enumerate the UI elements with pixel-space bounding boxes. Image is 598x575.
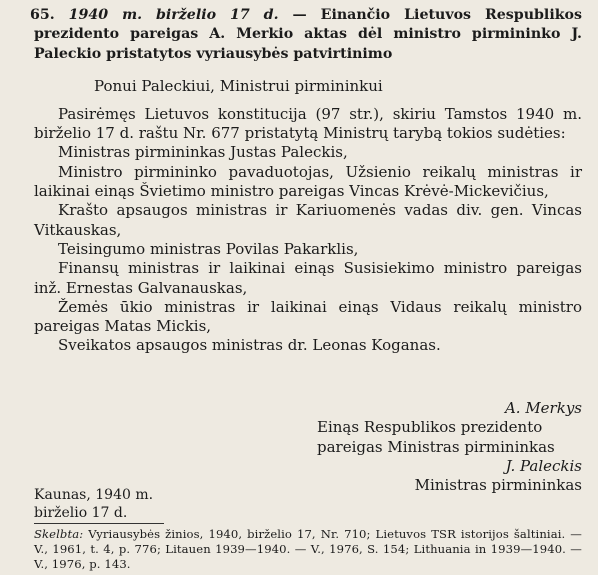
- place-and-date: [34, 487, 153, 522]
- source-note: [34, 527, 582, 573]
- document-date: 1940 m. birželio 17 d.: [68, 7, 279, 23]
- minister-entry: Ministras pirmininkas Justas Paleckis,: [58, 143, 348, 162]
- signatory-name: A. Merkys: [504, 399, 582, 417]
- place-city: Kaunas, 1940 m.: [34, 487, 154, 503]
- source-text: Vyriausybės žinios, 1940, birželio 17, Nr. 710; Lietuvos TSR istorijos šaltiniai. — V., 1961, t. 4, p. 776; Litauen 1939—1940. — V., 1976, S. 154; Lithuania in 1939—1940. — V., 1976, p. 143.: [34, 527, 582, 572]
- document-number: 65.: [30, 7, 55, 23]
- countersignatory-name: J. Paleckis: [505, 456, 582, 475]
- minister-entry: Teisingumo ministras Povilas Pakarklis,: [58, 239, 359, 258]
- minister-entry: Ministro pirmininko pavaduotojas, Užsienio reikalų ministras ir laikinai einąs Švietimo ministro pareigas Vincas Krėvė-Mickevičius,: [34, 162, 582, 201]
- source-label: Skelbta:: [34, 527, 84, 541]
- signatory-role: Einąs Respublikos prezidento: [317, 418, 543, 437]
- place-date: birželio 17 d.: [34, 504, 128, 521]
- document-heading: [30, 6, 582, 64]
- countersignatory-role: Ministras pirmininkas: [414, 476, 582, 495]
- signatory-role: pareigas Ministras pirmininkas: [317, 437, 555, 456]
- addressee: Ponui Paleckiui, Ministrui pirmininkui: [94, 76, 383, 95]
- ministers-list: [34, 143, 582, 355]
- minister-entry: Finansų ministras ir laikinai einąs Susisiekimo ministro pareigas inž. Ernestas Galvanauskas,: [34, 259, 582, 297]
- minister-entry: Krašto apsaugos ministras ir Kariuomenės vadas div. gen. Vincas Vitkauskas,: [34, 201, 582, 239]
- signature-block: [300, 399, 582, 495]
- minister-entry: Sveikatos apsaugos ministras dr. Leonas Koganas.: [58, 336, 441, 355]
- minister-entry: Žemės ūkio ministras ir laikinai einąs Vidaus reikalų ministro pareigas Matas Mickis,: [34, 297, 582, 336]
- document-title: — Einančio Lietuvos Respublikos prezidento pareigas A. Merkio aktas dėl ministro pirmininko J. Paleckio pristatytos vyriausybės patvirtinimo: [34, 7, 582, 62]
- footnote-divider: [34, 523, 164, 524]
- intro-paragraph: Pasirėmęs Lietuvos konstitucija (97 str.), skiriu Tamstos 1940 m. birželio 17 d. raštu Nr. 677 pristatytą Ministrų tarybą tokios sudėties:: [34, 104, 582, 143]
